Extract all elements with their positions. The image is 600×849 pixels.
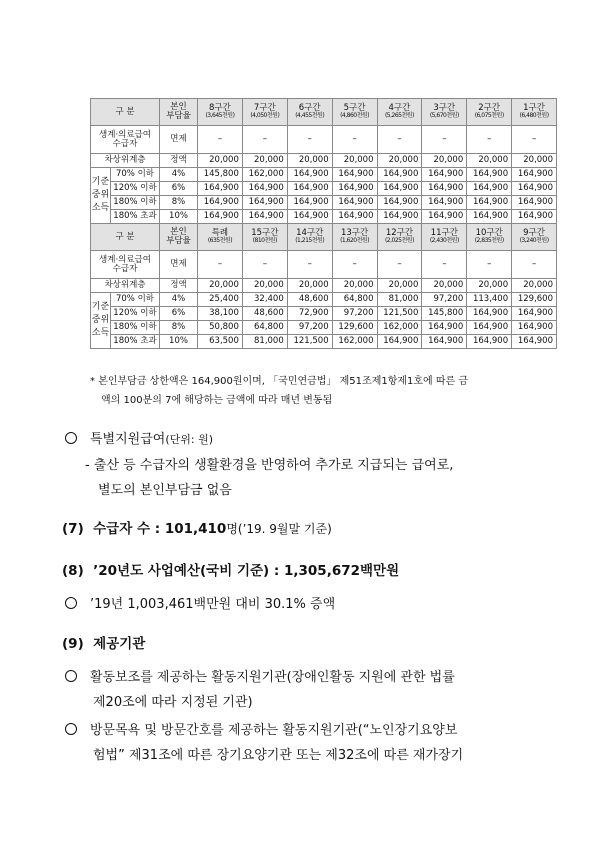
table-cell: 64,800 <box>242 321 287 335</box>
bracket-name: 11구간 <box>430 228 458 239</box>
bracket-name: 12구간 <box>385 228 414 239</box>
table-cell: 121,500 <box>377 307 422 321</box>
bracket-header <box>467 224 512 251</box>
bracket-header <box>377 99 422 126</box>
table-cell: – <box>512 251 557 279</box>
livelihood-label: 생계·의료급여 수급자 <box>91 251 160 279</box>
table-cell: – <box>242 126 287 154</box>
table-cell: 162,000 <box>377 321 422 335</box>
bracket-amount: (4,455천원) <box>295 112 325 120</box>
bracket-header <box>512 99 557 126</box>
table-cell: 164,900 <box>198 210 243 224</box>
gubun-header: 구 분 <box>91 99 160 126</box>
bracket-name: 5구간 <box>343 103 366 114</box>
table-cell: 20,000 <box>377 279 422 293</box>
gubun-header: 구 분 <box>91 224 160 251</box>
table-cell: 164,900 <box>377 182 422 196</box>
bullet-circle-icon <box>65 670 77 682</box>
bracket-amount: (6,480천원) <box>519 112 549 120</box>
bracket-name: 2구간 <box>478 103 501 114</box>
bracket-name: 8구간 <box>209 103 231 114</box>
table-cell: 164,900 <box>287 210 332 224</box>
table-cell: 97,200 <box>422 293 467 307</box>
table-cell: 164,900 <box>242 182 287 196</box>
special-benefit-unit: (단위: 원) <box>165 433 214 446</box>
table-cell: 63,500 <box>198 335 243 349</box>
table-cell: 162,000 <box>242 168 287 182</box>
nearpoor-label: 차상위계층 <box>91 279 160 293</box>
income-row-label: 120% 이하 <box>111 307 160 321</box>
table-cell: – <box>422 126 467 154</box>
income-row-label: 70% 이하 <box>111 293 160 307</box>
nearpoor-label: 차상위계층 <box>91 154 160 168</box>
bracket-name: 14구간 <box>296 228 324 239</box>
income-row-label: 180% 이하 <box>111 321 160 335</box>
table-cell: 164,900 <box>512 168 557 182</box>
table-cell: 164,900 <box>422 210 467 224</box>
bracket-name: 7구간 <box>253 103 276 114</box>
bracket-amount: (2,025천원) <box>384 237 414 245</box>
budget-compare-text: ’19년 1,003,461백만원 대비 30.1% 증액 <box>90 597 336 612</box>
table-cell: 164,900 <box>377 168 422 182</box>
table-cell: 164,900 <box>422 321 467 335</box>
bracket-header <box>422 99 467 126</box>
special-benefit-desc <box>85 453 565 503</box>
table-cell: 164,900 <box>332 168 377 182</box>
bracket-amount: (1,215천원) <box>295 237 325 245</box>
bracket-header <box>242 224 287 251</box>
provider-item-1-line-1: 활동보조를 제공하는 활동지원기관(장애인활동 지원에 관한 법률 <box>90 670 455 685</box>
special-benefit-title: 특별지원급여 <box>90 432 166 447</box>
table-cell: 164,900 <box>377 196 422 210</box>
table-cell: – <box>287 126 332 154</box>
table-cell: 164,900 <box>422 335 467 349</box>
bracket-amount: (3,645천원) <box>205 112 235 120</box>
table-cell: 20,000 <box>242 154 287 168</box>
table-cell: 164,900 <box>287 196 332 210</box>
table-cell: 20,000 <box>377 154 422 168</box>
bracket-header <box>512 224 557 251</box>
table-cell: 20,000 <box>467 154 512 168</box>
provider-item-2-line-2: 험법” 제31조에 따른 장기요양기관 또는 제32조에 따른 재가장기 <box>93 748 464 763</box>
table-cell: 164,900 <box>467 196 512 210</box>
table-cell: 164,900 <box>467 321 512 335</box>
table-cell: 81,000 <box>377 293 422 307</box>
income-row <box>91 307 557 321</box>
table-cell: 164,900 <box>467 335 512 349</box>
nearpoor-row <box>91 279 557 293</box>
table-cell: – <box>377 126 422 154</box>
livelihood-rate: 면제 <box>160 251 198 279</box>
nearpoor-rate: 정액 <box>160 279 198 293</box>
budget-label: ’20년도 사업예산(국비 기준) : 1,305,672백만원 <box>93 563 400 579</box>
income-row-label: 70% 이하 <box>111 168 160 182</box>
table-cell: – <box>332 251 377 279</box>
table-cell: 20,000 <box>242 279 287 293</box>
table-cell: 20,000 <box>198 154 243 168</box>
table-cell: 20,000 <box>512 279 557 293</box>
bracket-header <box>242 99 287 126</box>
recipients-unit: 명 <box>226 522 238 536</box>
special-benefit-heading <box>65 428 213 447</box>
table-cell: 121,500 <box>287 335 332 349</box>
bracket-amount: (6,075천원) <box>474 112 504 120</box>
income-row-rate: 4% <box>160 168 198 182</box>
bracket-amount: (5,265천원) <box>384 112 414 120</box>
table-cell: 64,800 <box>332 293 377 307</box>
bracket-name: 4구간 <box>388 103 411 114</box>
table-cell: – <box>512 126 557 154</box>
table-cell: – <box>242 251 287 279</box>
income-row <box>91 182 557 196</box>
table-cell: 164,900 <box>512 210 557 224</box>
table-cell: 20,000 <box>198 279 243 293</box>
bracket-name: 1구간 <box>523 103 545 114</box>
nearpoor-row <box>91 154 557 168</box>
table-cell: 164,900 <box>332 210 377 224</box>
table-cell: 97,200 <box>287 321 332 335</box>
bracket-header <box>198 99 243 126</box>
bracket-name: 9구간 <box>523 228 545 239</box>
income-row-rate: 8% <box>160 196 198 210</box>
table-cell: 164,900 <box>422 168 467 182</box>
table-cell: 162,000 <box>332 335 377 349</box>
table-cell: 164,900 <box>332 182 377 196</box>
table-cell: 72,900 <box>287 307 332 321</box>
bullet-circle-icon <box>65 723 77 735</box>
bracket-header <box>467 99 512 126</box>
table-cell: 164,900 <box>287 168 332 182</box>
budget-compare <box>65 593 335 612</box>
table-cell: 164,900 <box>467 168 512 182</box>
table-cell: 164,900 <box>512 321 557 335</box>
income-row-label: 180% 초과 <box>111 210 160 224</box>
header-row-2 <box>91 224 557 251</box>
table-cell: 164,900 <box>512 182 557 196</box>
table-cell: 48,600 <box>242 307 287 321</box>
table-cell: 164,900 <box>198 196 243 210</box>
table-cell: 20,000 <box>422 154 467 168</box>
table-cell: 164,900 <box>467 182 512 196</box>
bracket-amount: (810천원) <box>252 237 277 245</box>
table-cell: 97,200 <box>332 307 377 321</box>
table-cell: 25,400 <box>198 293 243 307</box>
special-desc-line-2: 별도의 본인부담금 없음 <box>98 483 232 498</box>
table-cell: 32,400 <box>242 293 287 307</box>
provider-item-1-line-2: 제20조에 따라 지정된 기관) <box>93 695 253 710</box>
table-cell: 164,900 <box>467 210 512 224</box>
table-cell: 164,900 <box>242 210 287 224</box>
recipients-date: (’19. 9월말 기준) <box>237 522 332 536</box>
table-cell: 50,800 <box>198 321 243 335</box>
table-cell: 20,000 <box>287 279 332 293</box>
income-row <box>91 335 557 349</box>
table-cell: 129,600 <box>512 293 557 307</box>
bracket-header <box>287 224 332 251</box>
bracket-name: 특례 <box>211 228 229 239</box>
table-cell: 145,800 <box>422 307 467 321</box>
table-cell: – <box>198 251 243 279</box>
provider-item-2-line-1: 방문목욕 및 방문간호를 제공하는 활동지원기관(“노인장기요양보 <box>90 723 458 738</box>
income-row <box>91 321 557 335</box>
table-cell: 81,000 <box>242 335 287 349</box>
table-cell: 20,000 <box>512 154 557 168</box>
bracket-header <box>198 224 243 251</box>
table-cell: 164,900 <box>242 196 287 210</box>
income-row-rate: 10% <box>160 210 198 224</box>
table-cell: 164,900 <box>512 196 557 210</box>
table-cell: – <box>377 251 422 279</box>
livelihood-label: 생계·의료급여 수급자 <box>91 126 160 154</box>
income-row-rate: 6% <box>160 307 198 321</box>
table-cell: 164,900 <box>377 210 422 224</box>
livelihood-row <box>91 126 557 154</box>
note-line-2: 액의 100분의 7에 해당하는 금액에 따라 매년 변동됨 <box>101 394 333 406</box>
table-cell: 145,800 <box>198 168 243 182</box>
section-number-8: (8) <box>62 563 84 579</box>
recipients-section <box>62 517 332 537</box>
bracket-header <box>377 224 422 251</box>
bracket-amount: (5,670천원) <box>429 112 459 120</box>
bracket-header <box>287 99 332 126</box>
bracket-header <box>332 224 377 251</box>
table-cell: 164,900 <box>377 335 422 349</box>
table-cell: 113,400 <box>467 293 512 307</box>
income-row <box>91 210 557 224</box>
bracket-name: 10구간 <box>475 228 503 239</box>
bracket-amount: (4,050천원) <box>250 112 280 120</box>
bracket-amount: (3,240천원) <box>519 237 549 245</box>
table-cell: – <box>422 251 467 279</box>
bracket-header <box>332 99 377 126</box>
livelihood-rate: 면제 <box>160 126 198 154</box>
providers-section <box>62 632 145 652</box>
bullet-circle-icon <box>65 432 77 444</box>
median-income-group-label: 기준 중위 소득 <box>91 168 111 224</box>
providers-title: 제공기관 <box>93 636 146 652</box>
copayment-table <box>90 98 557 349</box>
table-cell: 20,000 <box>467 279 512 293</box>
table-cell: 164,900 <box>512 335 557 349</box>
income-row <box>91 293 557 307</box>
bracket-amount: (4,860천원) <box>340 112 370 120</box>
bracket-amount: (1,620천원) <box>340 237 370 245</box>
income-row-label: 180% 이하 <box>111 196 160 210</box>
copayment-note <box>90 373 560 410</box>
bracket-header <box>422 224 467 251</box>
table-cell: 129,600 <box>332 321 377 335</box>
income-row-rate: 8% <box>160 321 198 335</box>
median-income-group-label: 기준 중위 소득 <box>91 293 111 349</box>
table-cell: 164,900 <box>198 182 243 196</box>
table-cell: 164,900 <box>467 307 512 321</box>
table-cell: 20,000 <box>332 154 377 168</box>
table-cell: 20,000 <box>332 279 377 293</box>
table-cell: 20,000 <box>287 154 332 168</box>
burden-rate-header: 본인 부담율 <box>160 224 198 251</box>
income-row-rate: 4% <box>160 293 198 307</box>
table-cell: 164,900 <box>422 196 467 210</box>
table-cell: 164,900 <box>287 182 332 196</box>
table-cell: 48,600 <box>287 293 332 307</box>
recipients-label: 수급자 수 : <box>93 521 165 537</box>
table-cell: 20,000 <box>422 279 467 293</box>
recipients-value: 101,410 <box>164 521 227 537</box>
table-cell: – <box>198 126 243 154</box>
budget-section <box>62 559 399 579</box>
table-cell: – <box>332 126 377 154</box>
header-row-1 <box>91 99 557 126</box>
section-number-7: (7) <box>62 521 84 537</box>
income-row-rate: 6% <box>160 182 198 196</box>
section-number-9: (9) <box>62 636 84 652</box>
income-row-label: 120% 이하 <box>111 182 160 196</box>
bullet-circle-icon <box>65 597 77 609</box>
table-cell: – <box>467 126 512 154</box>
table-cell: 38,100 <box>198 307 243 321</box>
bracket-name: 13구간 <box>340 228 369 239</box>
income-row <box>91 168 557 182</box>
note-line-1: * 본인부담금 상한액은 164,900원이며, 「국민연금법」 제51조제1항제1호에 따른 금 <box>90 376 469 387</box>
bracket-amount: (635천원) <box>207 237 233 245</box>
income-row-rate: 10% <box>160 335 198 349</box>
bracket-amount: (2,430천원) <box>429 237 459 245</box>
livelihood-row <box>91 251 557 279</box>
bracket-amount: (2,835천원) <box>474 237 504 245</box>
provider-item-1 <box>65 665 455 715</box>
table-cell: – <box>287 251 332 279</box>
special-desc-line-1: - 출산 등 수급자의 생활환경을 반영하여 추가로 지급되는 급여로, <box>85 458 454 473</box>
provider-item-2 <box>65 718 463 768</box>
table-cell: – <box>467 251 512 279</box>
nearpoor-rate: 정액 <box>160 154 198 168</box>
burden-rate-header: 본인 부담율 <box>160 99 198 126</box>
bracket-name: 15구간 <box>251 228 279 239</box>
table-cell: 164,900 <box>332 196 377 210</box>
table-cell: 164,900 <box>512 307 557 321</box>
table-cell: 164,900 <box>422 182 467 196</box>
income-row <box>91 196 557 210</box>
bracket-name: 6구간 <box>298 103 321 114</box>
income-row-label: 180% 초과 <box>111 335 160 349</box>
bracket-name: 3구간 <box>433 103 456 114</box>
